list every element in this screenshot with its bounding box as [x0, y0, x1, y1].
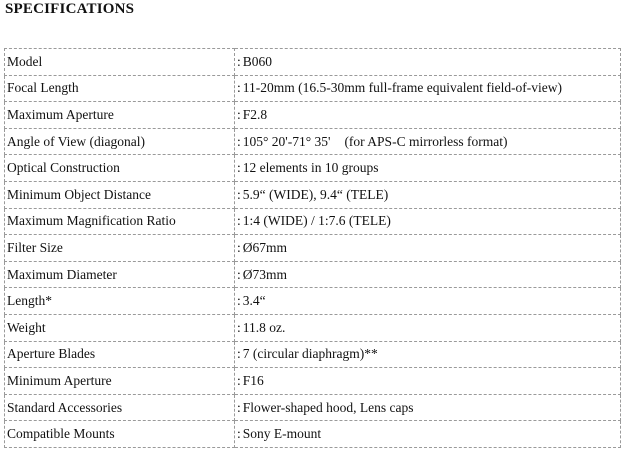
spec-value: Ø67mm	[242, 239, 288, 255]
spec-value-cell: : 11.8 oz.	[235, 314, 621, 341]
spec-value: 12 elements in 10 groups	[242, 160, 379, 176]
spec-value-cell: : 3.4“	[235, 288, 621, 315]
spec-value-cell: : F2.8	[235, 102, 621, 129]
spec-label: Minimum Aperture	[5, 368, 235, 395]
spec-value: 11-20mm (16.5-30mm full-frame equivalent field-of-view)	[242, 80, 563, 96]
spec-label: Standard Accessories	[5, 394, 235, 421]
page-heading: SPECIFICATIONS	[5, 1, 135, 17]
spec-value: F16	[242, 372, 264, 388]
spec-label: Aperture Blades	[5, 341, 235, 368]
spec-label: Filter Size	[5, 235, 235, 262]
spec-label: Model	[5, 49, 235, 76]
table-row	[5, 288, 621, 315]
spec-label: Maximum Magnification Ratio	[5, 208, 235, 235]
spec-label: Weight	[5, 314, 235, 341]
spec-value: B060	[242, 53, 273, 69]
spec-value-cell: : 11-20mm (16.5-30mm full-frame equivalent field-of-view)	[235, 75, 621, 102]
spec-value: Flower-shaped hood, Lens caps	[242, 399, 414, 415]
table-row	[5, 341, 621, 368]
spec-value: 7 (circular diaphragm)**	[242, 346, 378, 362]
spec-value: 5.9“ (WIDE), 9.4“ (TELE)	[242, 186, 389, 202]
spec-value: Ø73mm	[242, 266, 288, 282]
spec-label: Maximum Aperture	[5, 102, 235, 129]
spec-label: Angle of View (diagonal)	[5, 128, 235, 155]
spec-label: Optical Construction	[5, 155, 235, 182]
table-row	[5, 155, 621, 182]
spec-label: Focal Length	[5, 75, 235, 102]
table-row	[5, 49, 621, 76]
spec-value: F2.8	[242, 106, 268, 122]
spec-value-cell: : 12 elements in 10 groups	[235, 155, 621, 182]
table-row	[5, 128, 621, 155]
spec-value-note: (for APS-C mirrorless format)	[344, 133, 508, 149]
spec-label: Length*	[5, 288, 235, 315]
table-row	[5, 261, 621, 288]
table-row	[5, 102, 621, 129]
spec-value-cell: : 1:4 (WIDE) / 1:7.6 (TELE)	[235, 208, 621, 235]
spec-value-cell: : F16	[235, 368, 621, 395]
spec-value-cell: : B060	[235, 49, 621, 76]
spec-value-cell: : 7 (circular diaphragm)**	[235, 341, 621, 368]
spec-label: Minimum Object Distance	[5, 181, 235, 208]
spec-value: 11.8 oz.	[242, 319, 286, 335]
table-row	[5, 181, 621, 208]
spec-value-cell: : Sony E-mount	[235, 421, 621, 448]
spec-value-cell: : Flower-shaped hood, Lens caps	[235, 394, 621, 421]
table-row	[5, 75, 621, 102]
spec-value: 3.4“	[242, 293, 266, 309]
table-row	[5, 314, 621, 341]
specifications-table	[4, 48, 621, 448]
table-row	[5, 368, 621, 395]
spec-label: Maximum Diameter	[5, 261, 235, 288]
spec-value: Sony E-mount	[242, 426, 322, 442]
table-row	[5, 208, 621, 235]
spec-value-cell: : 105° 20'-71° 35' (for APS-C mirrorless format)	[235, 128, 621, 155]
spec-value-cell: : Ø73mm	[235, 261, 621, 288]
spec-value: 105° 20'-71° 35'	[242, 133, 331, 149]
spec-value: 1:4 (WIDE) / 1:7.6 (TELE)	[242, 213, 391, 229]
spec-value-cell: : Ø67mm	[235, 235, 621, 262]
spec-label: Compatible Mounts	[5, 421, 235, 448]
table-row	[5, 235, 621, 262]
table-row	[5, 421, 621, 448]
table-row	[5, 394, 621, 421]
spec-value-cell: : 5.9“ (WIDE), 9.4“ (TELE)	[235, 181, 621, 208]
